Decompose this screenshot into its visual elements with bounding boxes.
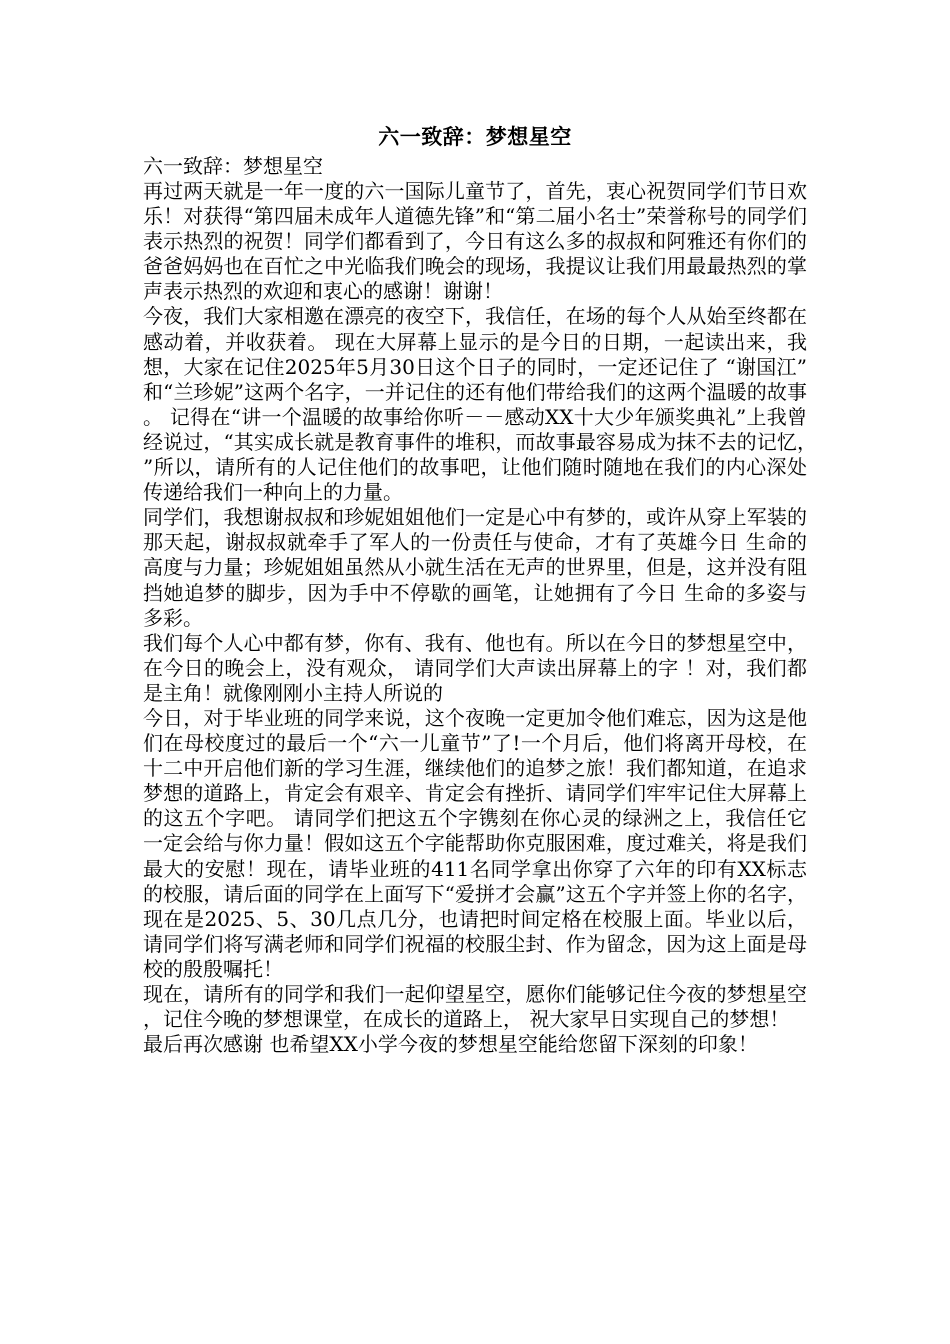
- document-subtitle: 六一致辞：梦想星空: [143, 154, 323, 178]
- document-page: [143, 120, 807, 1057]
- document-title: 六一致辞：梦想星空: [378, 124, 572, 149]
- paragraph-3: 同学们，我想谢叔叔和珍妮姐姐他们一定是心中有梦的，或许从穿上军装的那天起，谢叔叔就牵手了军人的一份责任与使命，才有了英雄今日 生命的高度与力量；珍妮姐姐虽然从小就生活在无声的世界里，但是，这并没有阻挡她追梦的脚步，因为手中不停歇的画笔，让她拥有了今日 生命的多姿与多彩。: [143, 505, 807, 630]
- paragraph-7: 最后再次感谢 也希望XX小学今夜的梦想星空能给您留下深刻的印象！: [143, 1032, 758, 1057]
- paragraph-1: 再过两天就是一年一度的六一国际儿童节了，首先，衷心祝贺同学们节日欢乐！对获得“第四届未成年人道德先锋”和“第二届小名士”荣誉称号的同学们表示热烈的祝贺！同学们都看到了，今日有这么多的叔叔和阿雅还有你们的爸爸妈妈也在百忙之中光临我们晚会的现场，我提议让我们用最最热烈的掌声表示热烈的欢迎和衷心的感谢！谢谢！: [143, 179, 807, 304]
- paragraph-5: 今日，对于毕业班的同学来说，这个夜晚一定更加令他们难忘，因为这是他们在母校度过的最后一个“六一儿童节”了!一个月后，他们将离开母校，在十二中开启他们新的学习生涯，继续他们的追梦之旅！我们都知道，在追求梦想的道路上，肯定会有艰辛、肯定会有挫折、请同学们牢牢记住大屏幕上的这五个字吧。 请同学们把这五个字镌刻在你心灵的绿洲之上，我信任它一定会给与你力量！假如这五个字能帮助你克服困难，度过难关，将是我们最大的安慰！现在，请毕业班的411名同学拿出你穿了六年的印有XX标志的校服，请后面的同学在上面写下“爱拼才会赢”这五个字并签上你的名字，现在是2025、5、30几点几分，也请把时间定格在校服上面。毕业以后，请同学们将写满老师和同学们祝福的校服尘封、作为留念，因为这上面是母校的殷殷嘱托！: [143, 705, 807, 981]
- paragraph-6: 现在，请所有的同学和我们一起仰望星空，愿你们能够记住今夜的梦想星空，记住今晚的梦想课堂，在成长的道路上， 祝大家早日实现自己的梦想！: [143, 982, 807, 1032]
- paragraph-4: 我们每个人心中都有梦，你有、我有、他也有。所以在今日的梦想星空中，在今日的晚会上，没有观众， 请同学们大声读出屏幕上的字 ！对，我们都是主角！就像刚刚小主持人所说的: [143, 630, 807, 705]
- paragraph-2: 今夜，我们大家相邀在漂亮的夜空下，我信任，在场的每个人从始至终都在感动着，并收获着。 现在大屏幕上显示的是今日的日期，一起读出来，我想，大家在记住2025年5月30日这个日子的同时，一定还记住了 “谢国江”和“兰珍妮”这两个名字，一并记住的还有他们带给我们的这两个温暖的故事。 记得在“讲一个温暖的故事给你听－－感动XX十大少年颁奖典礼”上我曾经说过，“其实成长就是教育事件的堆积，而故事最容易成为抹不去的记忆，”所以，请所有的人记住他们的故事吧，让他们随时随地在我们的内心深处传递给我们一种向上的力量。: [143, 304, 807, 505]
